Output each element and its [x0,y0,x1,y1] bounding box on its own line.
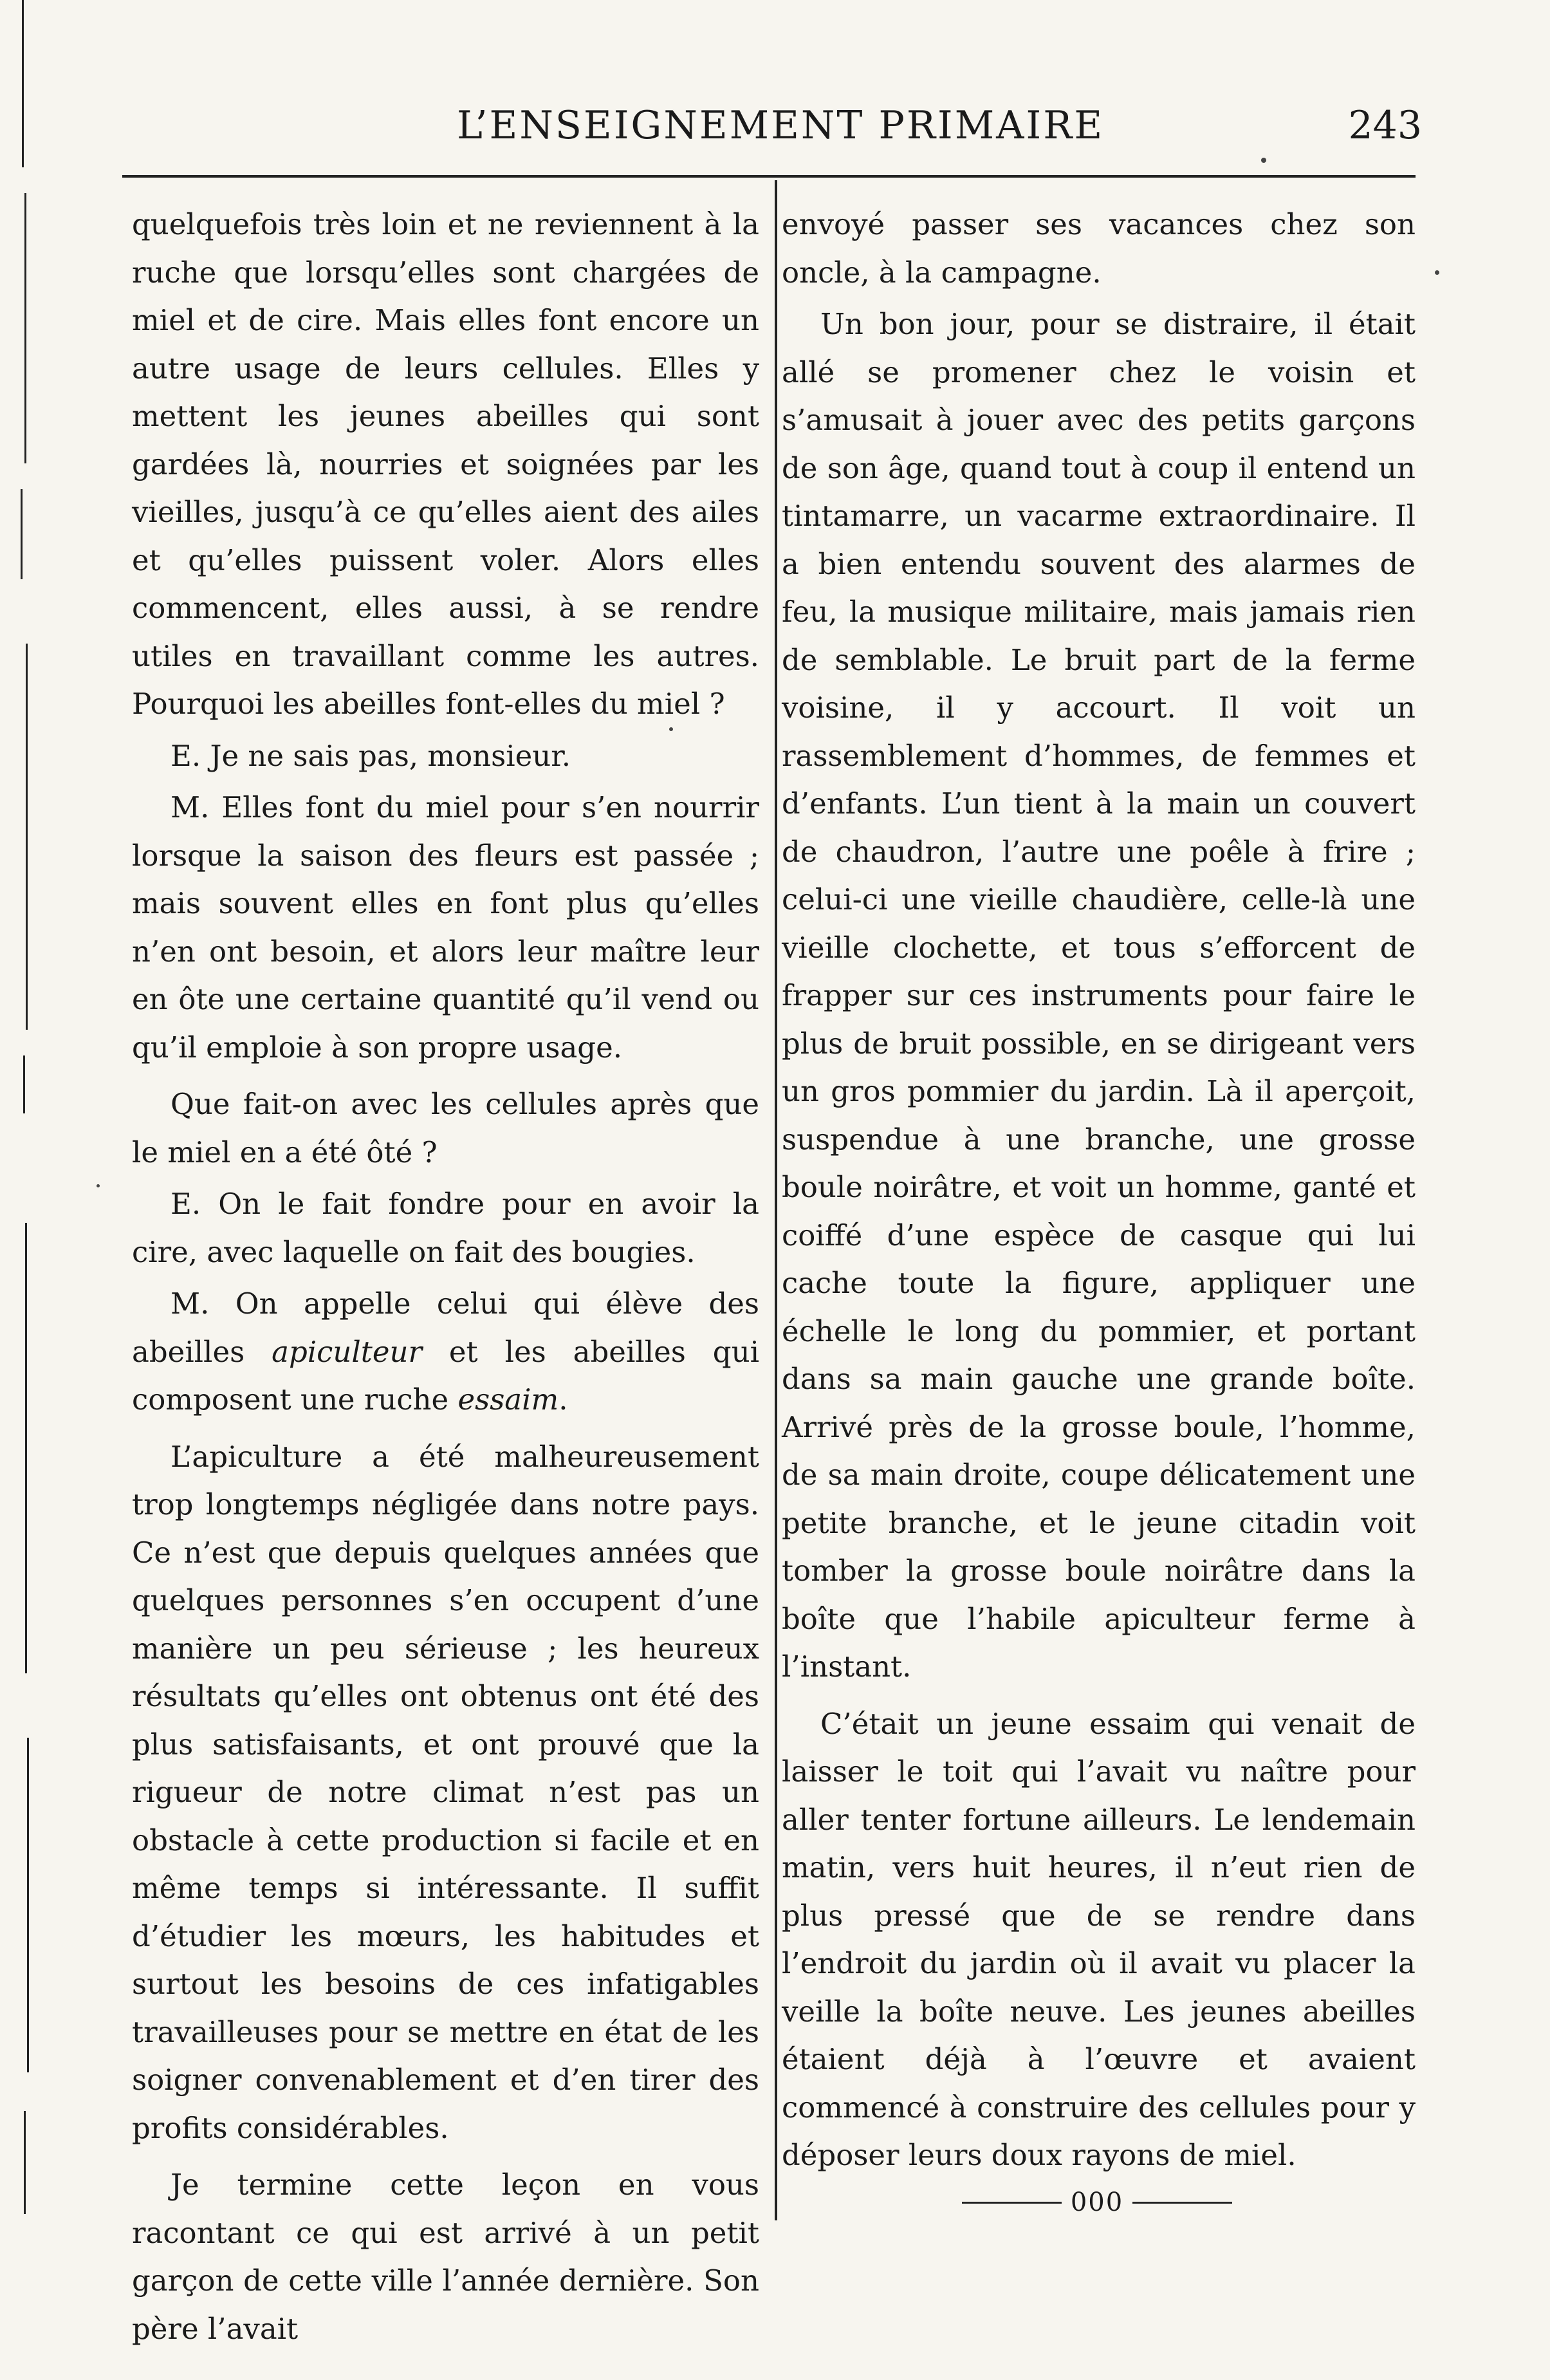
print-speck [1261,158,1266,163]
paragraph: Un bon jour, pour se distraire, il était allé se promener chez le voisin et s’amusait à jouer avec des petits garçons de son âge, quand tout à coup il entend un tintamarre, un vacarme extraordinaire. Il a bien entendu souvent des alarmes de feu, la musique militaire, mais jamais rien de semblable. Le bruit part de la ferme voisine, il y accourt. Il voit un rassemblement d’hommes, de femmes et d’enfants. L’un tient à la main un couvert de chaudron, l’autre une poêle à frire ; celui-ci une vieille chaudière, celle-là une vieille clochette, et tous s’efforcent de frapper sur ces instruments pour faire le plus de bruit possible, en se dirigeant vers un gros pommier du jardin. Là il aperçoit, suspendue à une branche, une grosse boule noirâtre, et voit un homme, ganté et coiffé d’une espèce de casque qui lui cache toute la figure, appliquer une échelle le long du pommier, et portant dans sa main gauche une grande boîte. Arrivé près de la grosse boule, l’homme, de sa main droite, coupe délicatement une petite branche, et le jeune citadin voit tomber la grosse boule noirâtre dans la boîte que l’habile apiculteur ferme à l’instant. [782,307,1416,1684]
print-speck [669,727,673,731]
ornament-mark: 000 [1070,2188,1124,2217]
paragraph: Que fait-on avec les cellules après que le miel en a été ôté ? [132,1087,759,1169]
page-header [116,103,1422,154]
header-rule [122,175,1416,178]
paragraph: Je termine cette leçon en vous racontant ce qui est arrivé à un petit garçon de cette ville l’année dernière. Son père l’avait [132,2168,759,2346]
end-ornament [962,2183,1232,2222]
page-number: 243 [1348,103,1422,148]
column-divider [775,180,777,2220]
paragraph: C’était un jeune essaim qui venait de laisser le toit qui l’avait vu naître pour aller tenter fortune ailleurs. Le lendemain matin, vers huit heures, il n’eut rien de plus pressé que de se rendre dans l’endroit du jardin où il avait vu placer la veille la boîte neuve. Les jeunes abeilles étaient déjà à l’œuvre et avaient commencé à construire des cellules pour y déposer leurs doux rayons de miel. [782,1706,1416,2172]
print-speck [97,1184,100,1187]
right-column [782,201,1416,2180]
paragraph: L’apiculture a été malheureusement trop longtemps négligée dans notre pays. Ce n’est que depuis quelques années que quelques personnes s’en occupent d’une manière un peu sérieuse ; les heureux résultats qu’elles ont obtenus ont été des plus satisfaisants, et ont prouvé que la rigueur de notre climat n’est pas un obstacle à cette production si facile et en même temps si intéressante. Il suffit d’étudier les mœurs, les habitudes et surtout les besoins de ces infatigables travailleuses pour se mettre en état de les soigner convenablement et d’en tirer des profits considérables. [132,1439,759,2145]
italic-term: essaim [457,1382,559,1417]
text-run: et les abeilles qui composent une ruche [132,1334,759,1417]
print-speck [1435,270,1439,275]
left-column [132,201,759,2353]
binding-edge [19,0,31,2380]
dialogue-line: E. Je ne sais pas, monsieur. [171,738,571,773]
ornament-rule-left [962,2202,1062,2204]
dialogue-line: M. Elles font du miel pour s’en nourrir lorsque la saison des fleurs est passée ; mais souvent elles en font plus qu’elles n’en ont besoin, et alors leur maître leur en ôte une certaine quantité qu’il vend ou qu’il emploie à son propre usage. [132,790,759,1064]
paragraph: envoyé passer ses vacances chez son oncle, à la campagne. [782,207,1416,290]
dialogue-line [132,1280,759,1424]
italic-term: apiculteur [272,1334,422,1369]
text-run: . [558,1382,568,1417]
dialogue-line: E. On le fait fondre pour en avoir la cire, avec laquelle on fait des bougies. [132,1187,759,1269]
ornament-rule-right [1132,2202,1232,2204]
text-run: M. On appelle celui qui élève des abeilles [132,1287,759,1369]
paragraph: quelquefois très loin et ne reviennent à la ruche que lorsqu’elles sont chargées de miel et de cire. Mais elles font encore un autre usage de leurs cellules. Elles y mettent les jeunes abeilles qui sont gardées là, nourries et soignées par les vieilles, jusqu’à ce qu’elles aient des ailes et qu’elles puissent voler. Alors elles commencent, elles aussi, à se rendre utiles en travaillant comme les autres. Pourquoi les abeilles font-elles du miel ? [132,207,759,721]
running-title: L’ENSEIGNEMENT PRIMAIRE [457,103,1105,148]
